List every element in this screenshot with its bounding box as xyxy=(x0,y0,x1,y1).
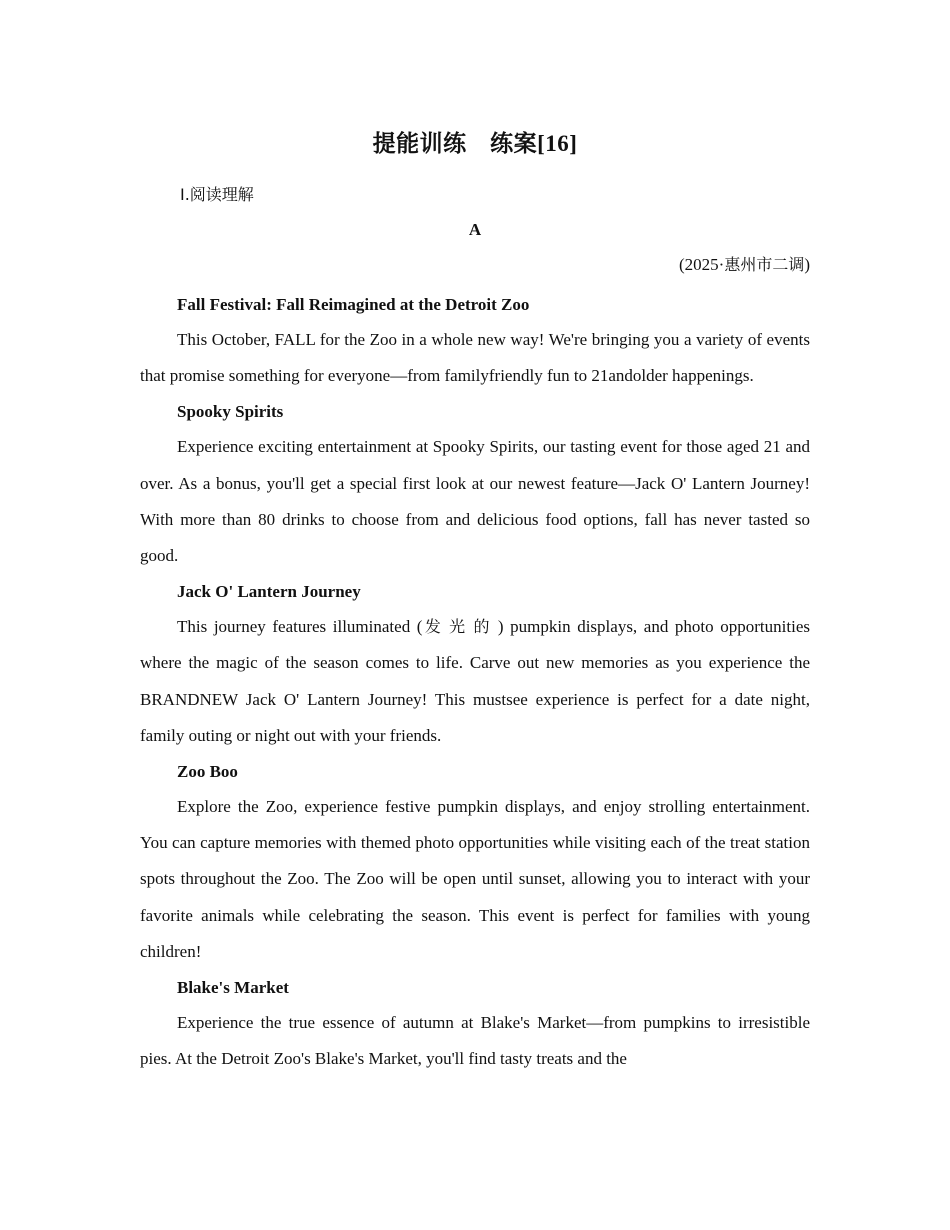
section-heading-jack-o-lantern: Jack O' Lantern Journey xyxy=(177,582,361,602)
section-text-blakes-market: Experience the true essence of autumn at Blake's Market—from pumpkins to irresistible pies. At the Detroit Zoo's Blake's Market, you'll find tasty treats and the xyxy=(140,1013,810,1069)
article-body xyxy=(140,287,810,1077)
source-suffix: ) xyxy=(804,255,810,274)
section-heading-zoo-boo: Zoo Boo xyxy=(177,762,238,782)
section-text-zoo-boo: Explore the Zoo, experience festive pumpkin displays, and enjoy strolling entertainment. You can capture memories with themed photo opportunities while visiting each of the treat station spots throughout the Zoo. The Zoo will be open until sunset, allowing you to interact with your favorite animals while celebrating the season. This event is perfect for families with young children! xyxy=(140,797,810,961)
intro-paragraph: This October, FALL for the Zoo in a whole new way! We're bringing you a variety of events that promise something for everyone—from familyfriendly fun to 21andolder happenings. xyxy=(140,330,810,386)
source-citation xyxy=(140,252,810,278)
section-label: Ⅰ.阅读理解 xyxy=(180,185,254,204)
jack-text-gloss: 发光的 xyxy=(422,617,498,637)
section-heading-blakes-market: Blake's Market xyxy=(177,978,289,998)
section-heading-spooky-spirits: Spooky Spirits xyxy=(177,402,284,422)
source-name: 惠州市二调 xyxy=(724,255,805,274)
page-title: 提能训练 练案[16] xyxy=(372,131,578,156)
source-prefix: (2025· xyxy=(678,255,725,274)
passage-letter: A xyxy=(468,220,482,239)
jack-text-after: ) pumpkin displays, and photo opportunities where the magic of the season comes to life. Carve out new memories as you experience the BRANDNEW Jack O' Lantern Journey! This mustsee experience is perfect for a date night, family outing or night out with your friends. xyxy=(140,617,810,745)
article-heading: Fall Festival: Fall Reimagined at the Detroit Zoo xyxy=(177,295,530,314)
section-text-jack-o-lantern xyxy=(140,609,810,754)
jack-text-before: This journey features illuminated ( xyxy=(177,617,423,637)
section-text-spooky-spirits: Experience exciting entertainment at Spooky Spirits, our tasting event for those aged 21 and over. As a bonus, you'll get a special first look at our newest feature—Jack O' Lantern Journey! With more than 80 drinks to choose from and delicious food options, fall has never tasted so good. xyxy=(140,437,810,566)
